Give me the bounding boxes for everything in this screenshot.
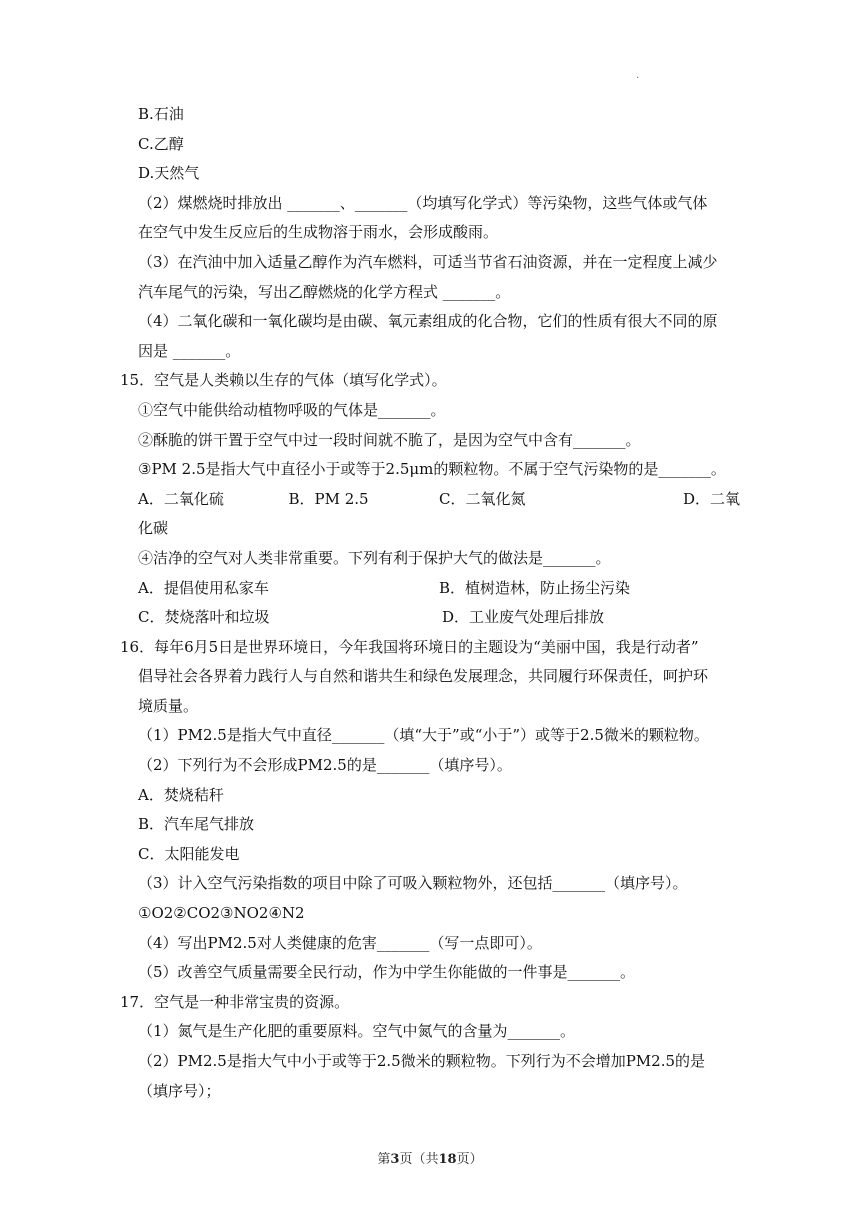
option-line: C．太阳能发电: [138, 844, 240, 863]
question-heading: 17．空气是一种非常宝贵的资源。: [120, 992, 350, 1011]
footer-mid: 页（共: [399, 1152, 439, 1167]
option-line: A．焚烧秸秆: [138, 785, 224, 804]
question-line: 在空气中发生反应后的生成物溶于雨水，会形成酸雨。: [138, 223, 499, 242]
question-line: 倡导社会各界着力践行人与自然和谐共生和绿色发展理念，共同履行环保责任，呵护环: [138, 667, 709, 686]
question-line: ②酥脆的饼干置于空气中过一段时间就不脆了，是因为空气中含有_______。: [138, 430, 641, 449]
option-a: A．提倡使用私家车: [138, 578, 269, 597]
total-pages: 18: [438, 1152, 457, 1167]
option-line: B．汽车尾气排放: [138, 815, 255, 834]
option-continuation: 化碳: [138, 519, 169, 538]
question-line: 因是 _______。: [138, 341, 241, 360]
option-line: ①O2②CO2③NO2④N2: [138, 904, 305, 923]
question-line: ④洁净的空气对人类非常重要。下列有利于保护大气的做法是_______。: [138, 548, 611, 567]
question-line: （4）二氧化碳和一氧化碳均是由碳、氧元素组成的化合物，它们的性质有很大不同的原: [138, 312, 718, 331]
header-mark: .: [636, 70, 640, 81]
option-c: C．焚烧落叶和垃圾: [138, 608, 270, 627]
option-row: [138, 574, 740, 604]
page-number: 3: [390, 1152, 400, 1167]
option-row: [138, 485, 740, 515]
question-line: （2）PM2.5是指大气中小于或等于2.5微米的颗粒物。下列行为不会增加PM2.5的是: [138, 1052, 706, 1070]
option-row: [138, 603, 740, 633]
option-a: A．二氧化硫: [138, 489, 224, 508]
question-line: （1）PM2.5是指大气中直径_______（填“大于”或“小于”）或等于2.5微米的颗粒物。: [138, 726, 709, 745]
option-d: D．工业废气处理后排放: [442, 608, 605, 627]
question-line: （3）计入空气污染指数的项目中除了可吸入颗粒物外，还包括_______（填序号）。: [138, 874, 688, 893]
question-heading: 15．空气是人类赖以生存的气体（填写化学式）。: [120, 371, 447, 390]
option-line: D.天然气: [138, 164, 200, 183]
footer-prefix: 第: [377, 1152, 391, 1167]
footer-suffix: 页）: [456, 1152, 483, 1167]
question-line: （3）在汽油中加入适量乙醇作为汽车燃料，可适当节省石油资源，并在一定程度上减少: [138, 252, 718, 271]
question-heading: 16．每年6月5日是世界环境日，今年我国将环境日的主题设为“美丽中国，我是行动者”: [120, 637, 699, 656]
question-line: （2）煤燃烧时排放出 _______、_______（均填写化学式）等污染物，这些气体或气体: [138, 193, 708, 212]
option-d: D．二氧: [682, 489, 740, 508]
question-line: 境质量。: [138, 696, 199, 715]
document-body: [120, 100, 740, 1106]
option-line: C.乙醇: [138, 134, 184, 153]
question-line: （2）下列行为不会形成PM2.5的是_______（填序号）。: [138, 756, 512, 775]
question-line: ③PM 2.5是指大气中直径小于或等于2.5μm的颗粒物。不属于空气污染物的是_______。: [138, 460, 726, 479]
option-b: B．PM 2.5: [288, 489, 369, 508]
question-line: ①空气中能供给动植物呼吸的气体是_______。: [138, 400, 446, 419]
question-line: 汽车尾气的污染，写出乙醇燃烧的化学方程式 _______。: [138, 282, 511, 301]
page-footer: [0, 1148, 860, 1167]
question-line: （填序号）；: [138, 1081, 221, 1100]
question-line: （5）改善空气质量需要全民行动，作为中学生你能做的一件事是_______。: [138, 963, 636, 982]
option-b: B．植树造林，防止扬尘污染: [439, 578, 631, 597]
question-line: （1）氮气是生产化肥的重要原料。空气中氮气的含量为_______。: [138, 1022, 576, 1041]
question-line: （4）写出PM2.5对人类健康的危害_______（写一点即可）。: [138, 933, 542, 952]
option-c: C．二氧化氮: [439, 489, 526, 508]
option-line: B.石油: [138, 105, 184, 123]
